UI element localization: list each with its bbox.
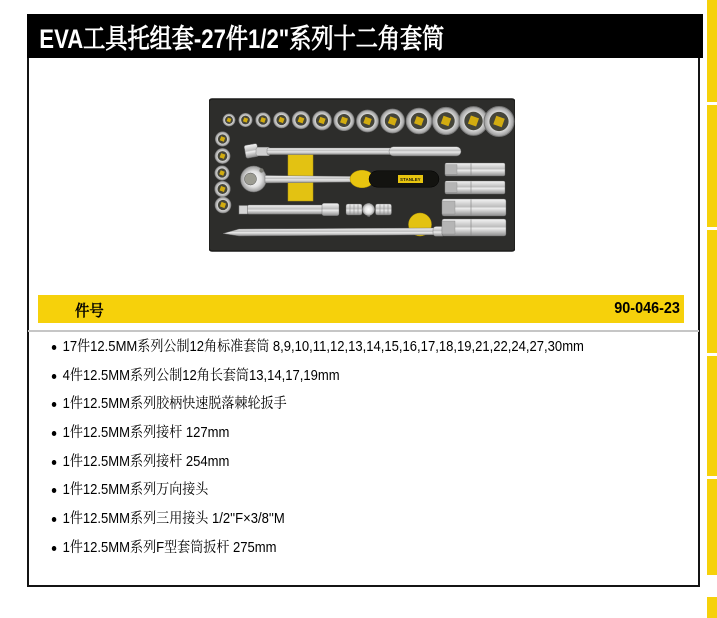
edge-strip-segment: [707, 597, 717, 618]
part-number-value: 90-046-23: [614, 300, 680, 317]
brand-label: STANLEY: [400, 177, 421, 182]
page-edge-accent-strip: [707, 0, 717, 618]
socket-set-tray-image: [209, 98, 515, 252]
product-photo: [209, 98, 515, 252]
spec-item: 1件12.5MM系列接杆 127mm: [50, 419, 631, 448]
extension-bar-127: [239, 203, 339, 215]
spec-item: 1件12.5MM系列接杆 254mm: [50, 448, 631, 477]
spec-item: 1件12.5MM系列万向接头: [50, 476, 631, 505]
edge-strip-segment: [707, 356, 717, 476]
edge-strip-segment: [707, 0, 717, 102]
edge-strip-segment: [707, 479, 717, 575]
spec-item: 1件12.5MM系列F型套筒扳杆 275mm: [50, 534, 631, 563]
edge-strip-segment: [707, 230, 717, 353]
page-title: EVA工具托组套-27件1/2"系列十二角套筒: [39, 23, 445, 54]
universal-joint: [346, 203, 392, 216]
part-number-bar: [38, 295, 684, 323]
spec-item: 1件12.5MM系列三用接头 1/2''F×3/8''M: [50, 505, 631, 534]
title-bar: [27, 14, 703, 58]
spec-item: 1件12.5MM系列胶柄快速脱落棘轮扳手: [50, 390, 631, 419]
part-number-label: 件号: [75, 302, 104, 320]
spec-list: [50, 333, 695, 563]
divider-rule: [28, 330, 699, 332]
deep-socket-group: [442, 163, 506, 236]
spec-item: 17件12.5MM系列公制12角标准套筒 8,9,10,11,12,13,14,15,16,17,18,19,21,22,24,27,30mm: [50, 333, 631, 362]
edge-strip-segment: [707, 105, 717, 227]
spec-item: 4件12.5MM系列公制12角长套筒13,14,17,19mm: [50, 362, 631, 391]
